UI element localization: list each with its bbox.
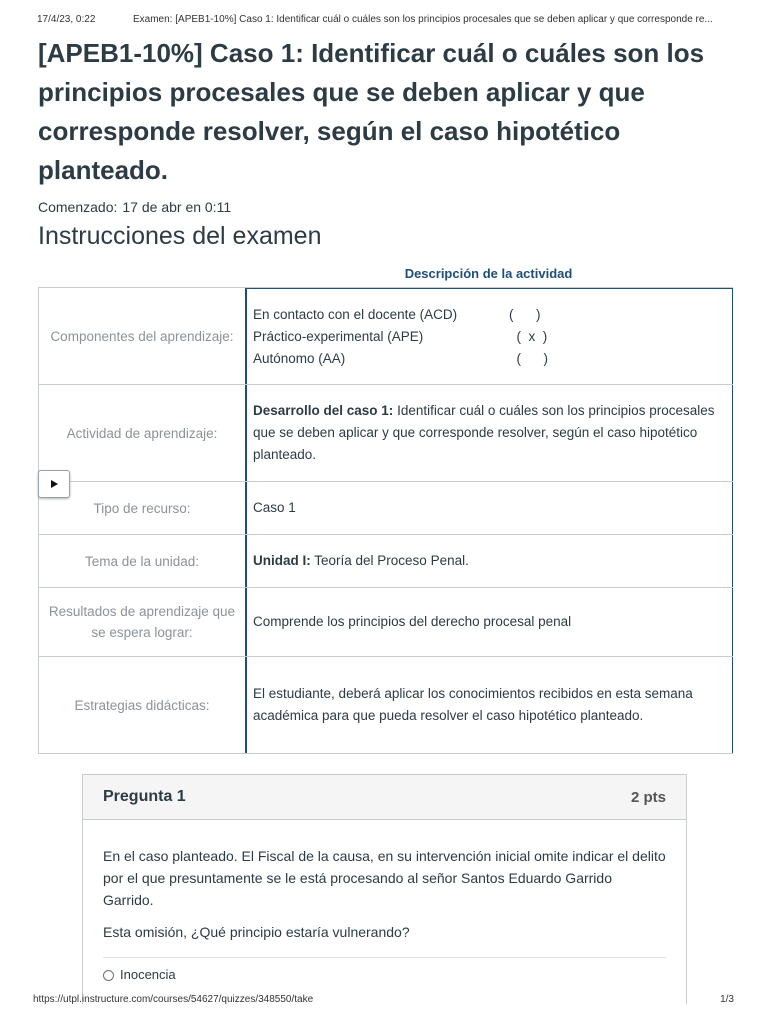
answer-option[interactable]: [103, 964, 666, 986]
table-row-results: [38, 587, 733, 656]
print-url: https://utpl.instructure.com/courses/54627/quizzes/348550/take: [33, 994, 314, 1005]
question-header: [83, 775, 686, 820]
media-play-button[interactable]: [38, 470, 70, 498]
print-page-number: 1/3: [720, 994, 734, 1005]
radio-button[interactable]: [103, 970, 114, 981]
instructions-heading: Instrucciones del examen: [38, 222, 322, 250]
question-points: 2 pts: [630, 788, 666, 806]
answer-list: [103, 957, 666, 986]
started-label: Comenzado:: [38, 199, 118, 215]
row-label-results: Resultados de aprendizaje que se espera lograr:: [38, 588, 245, 656]
table-row-unit-topic: [38, 534, 733, 587]
started-value: 17 de abr en 0:11: [122, 199, 232, 215]
table-row-components: [38, 287, 733, 384]
table-row-resource: [38, 481, 733, 534]
print-document-title: Examen: [APEB1-10%] Caso 1: Identificar cuál o cuáles son los principios procesales que se deben aplicar y que corresponde re...: [133, 14, 713, 25]
page-title: [APEB1-10%] Caso 1: Identificar cuál o cuáles son los principios procesales que se deben aplicar y que corresponde resolver, según el caso hipotético planteado.: [38, 38, 705, 185]
answer-label: Inocencia: [120, 967, 176, 982]
row-value-strategies: El estudiante, deberá aplicar los conocimientos recibidos en esta semana académica para que pueda resolver el caso hipotético planteado.: [245, 657, 733, 753]
activity-table: [38, 287, 733, 754]
question-card: [82, 774, 687, 1004]
row-value-resource: Caso 1: [245, 482, 733, 534]
question-body: [83, 820, 686, 986]
row-label-resource: Tipo de recurso:: [38, 482, 245, 534]
print-footer: [33, 994, 734, 1005]
table-row-strategies: [38, 656, 733, 754]
row-value-results: Comprende los principios del derecho procesal penal: [245, 588, 733, 656]
row-label-components: Componentes del aprendizaje:: [38, 288, 245, 384]
component-line: Autónomo (AA) ( ): [253, 350, 548, 366]
row-label-unit-topic: Tema de la unidad:: [38, 535, 245, 587]
unit-bold-label: Unidad I:: [253, 553, 311, 568]
row-label-activity: Actividad de aprendizaje:: [38, 385, 245, 481]
activity-caption: Descripción de la actividad: [404, 266, 573, 281]
component-line: En contacto con el docente (ACD) ( ): [253, 306, 541, 322]
row-value-activity: Desarrollo del caso 1: Identificar cuál o cuáles son los principios procesales que se deben aplicar y que corresponde resolver, según el caso hipotético planteado.: [245, 385, 733, 481]
table-row-activity: [38, 384, 733, 481]
row-value-components: [245, 288, 733, 384]
activity-bold-label: Desarrollo del caso 1:: [253, 403, 394, 418]
print-timestamp: 17/4/23, 0:22: [37, 14, 96, 25]
question-prompt: Esta omisión, ¿Qué principio estaría vulnerando?: [103, 924, 410, 940]
print-header: [37, 14, 738, 25]
play-icon: [49, 479, 59, 489]
row-value-unit-topic: Unidad I: Teoría del Proceso Penal.: [245, 535, 733, 587]
question-text: En el caso planteado. El Fiscal de la causa, en su intervención inicial omite indicar el delito por el que presuntamente se le está procesando al señor Santos Eduardo Garrido Garrido.: [103, 848, 666, 908]
component-line: Práctico-experimental (APE) ( x ): [253, 328, 548, 344]
started-info: [38, 199, 236, 215]
row-label-strategies: Estrategias didácticas:: [38, 657, 245, 753]
question-title: Pregunta 1: [103, 788, 186, 805]
